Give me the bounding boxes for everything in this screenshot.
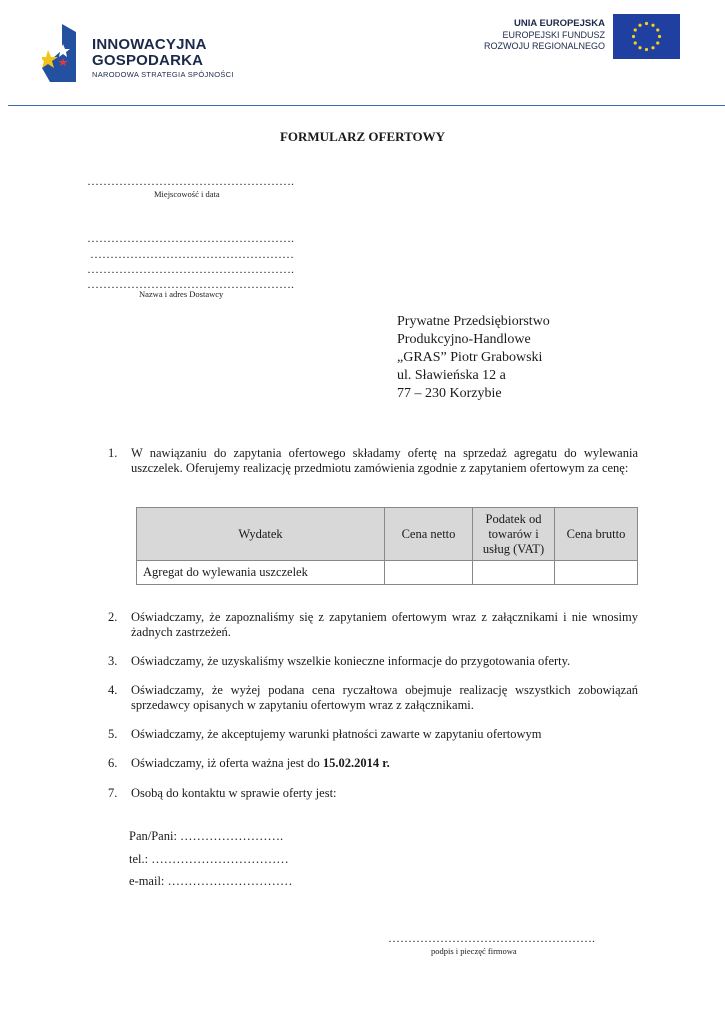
logo-line-1: INNOWACYJNA [92,36,207,53]
item-number: 7. [108,786,118,800]
signature-field[interactable]: ……………………………………………. [388,931,595,945]
recipient-address [397,313,550,403]
eu-star-icon [645,22,648,25]
list-item [108,654,638,669]
supplier-label: Nazwa i adres Dostawcy [139,289,224,299]
supplier-line: ……………………………………………. [87,277,294,291]
contact-name-field[interactable]: Pan/Pani: ……………………. [129,829,284,843]
eu-star-icon [634,41,637,44]
item-text: Oświadczamy, że akceptujemy warunki płatności zawarte w zapytaniu ofertowym [131,727,542,741]
document-title: FORMULARZ OFERTOWY [279,129,446,144]
logo-line-2: GOSPODARKA [92,52,204,69]
table-cell: Agregat do wylewania uszczelek [137,561,385,585]
item-number: 3. [108,654,118,668]
column-header: Podatek od towarów i usług (VAT) [473,508,555,561]
list-item [108,756,638,771]
recipient-line: Produkcyjno-Handlowe [397,332,531,347]
eu-star-icon [651,24,654,27]
eu-star-icon [634,28,637,31]
recipient-line: ul. Sławieńska 12 a [397,368,506,383]
eu-line-1: UNIA EUROPEJSKA [514,18,605,29]
item-text: Oświadczamy, że zapoznaliśmy się z zapytaniem ofertowym wraz z załącznikami i nie wnosimy żadnych zastrzeżeń. [131,610,638,639]
list-item [108,610,638,640]
supplier-line: …………………………………………… [90,247,294,261]
signature-label: podpis i pieczęć firmowa [431,946,517,956]
item-text: Oświadczamy, że uzyskaliśmy wszelkie konieczne informacje do przygotowania oferty. [131,654,571,668]
column-header: Cena brutto [555,508,638,561]
offer-table [136,507,638,585]
item-number: 5. [108,727,118,741]
list-item [108,683,638,713]
table-row [137,561,638,585]
eu-star-icon [638,46,641,49]
item-text [131,756,638,771]
item-number: 1. [108,446,118,460]
recipient-line: Prywatne Przedsiębiorstwo [397,314,550,329]
header-divider [8,105,725,106]
eu-star-icon [658,35,661,38]
eu-star-icon [656,41,659,44]
eu-line-3: ROZWOJU REGIONALNEGO [483,41,605,51]
eu-line-2: EUROPEJSKI FUNDUSZ [502,30,605,40]
list-item [108,727,638,742]
place-date-field: ……………………………………………. [87,174,294,188]
eu-star-icon [632,35,635,38]
eu-star-icon [656,28,659,31]
item-text: Osobą do kontaktu w sprawie oferty jest: [131,786,337,800]
column-header: Wydatek [137,508,385,561]
contact-email-field[interactable]: e-mail: ………………………… [129,874,293,888]
eu-star-icon [651,46,654,49]
eu-caption [484,18,605,52]
item-number: 4. [108,683,118,697]
item-text: W nawiązaniu do zapytania ofertowego składamy ofertę na sprzedaż agregatu do wylewania uszczelek. Oferujemy realizację przedmiotu zamówienia zgodnie z zapytaniem ofertowym za cenę: [131,446,638,475]
logo-stars-icon [42,24,76,82]
list-item [108,446,638,476]
table-header-row [137,508,638,561]
validity-date: 15.02.2014 r. [322,756,390,770]
column-header: Cena netto [385,508,473,561]
recipient-line: 77 – 230 Korzybie [397,386,502,401]
price-net-cell[interactable] [385,561,473,585]
supplier-line: ……………………………………………. [87,231,294,245]
item-text-plain: Oświadczamy, iż oferta ważna jest do [131,756,323,770]
item-number: 6. [108,756,118,770]
logo-title [92,37,207,69]
eu-star-icon [638,24,641,27]
eu-star-icon [645,48,648,51]
logo-subtitle: NARODOWA STRATEGIA SPÓJNOŚCI [92,70,234,79]
innowacyjna-gospodarka-logo [42,24,242,84]
vat-cell[interactable] [473,561,555,585]
supplier-line: ……………………………………………. [87,262,294,276]
price-gross-cell[interactable] [555,561,638,585]
item-text: Oświadczamy, że wyżej podana cena ryczałtowa obejmuje realizację wszystkich zobowiązań sprzedawcy opisanych w zapytaniu ofertowym wraz z załącznikami. [131,683,638,712]
recipient-line: „GRAS” Piotr Grabowski [397,350,543,365]
eu-flag-icon [613,14,680,59]
list-item [108,786,638,801]
contact-phone-field[interactable]: tel.: …………………………… [129,852,289,866]
place-date-label: Miejscowość i data [154,189,220,199]
item-number: 2. [108,610,118,624]
